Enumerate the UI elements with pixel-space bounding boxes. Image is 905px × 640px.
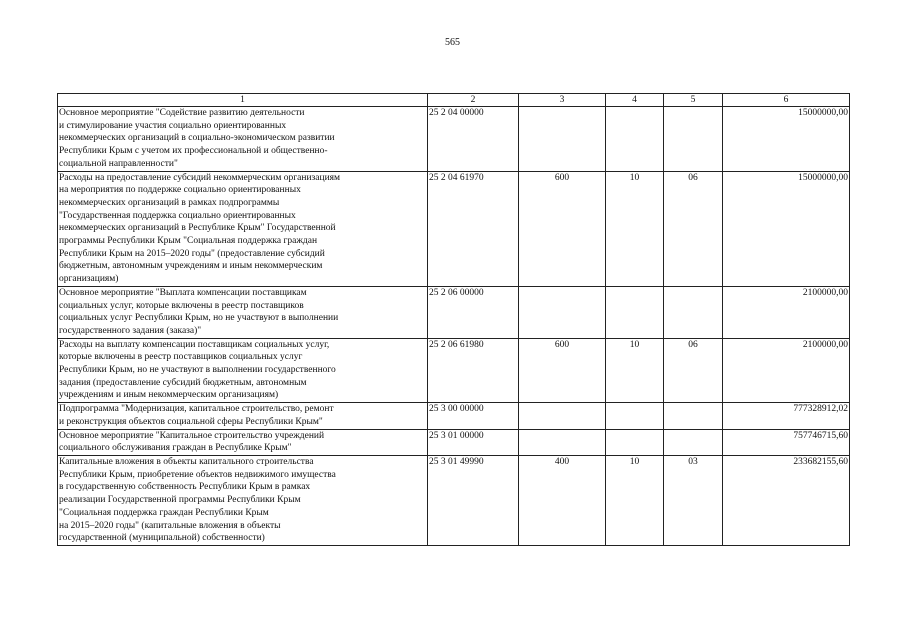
row-col4 [606,286,664,338]
column-header-4: 4 [606,94,664,107]
table-row [58,107,850,172]
column-header-2: 2 [428,94,519,107]
column-header-3: 3 [519,94,606,107]
row-col5: 06 [664,171,723,286]
row-col4: 10 [606,338,664,403]
row-col4 [606,107,664,172]
row-col3 [519,107,606,172]
row-amount: 15000000,00 [723,107,850,172]
page-number: 565 [445,37,460,48]
table-row [58,429,850,455]
column-header-5: 5 [664,94,723,107]
row-code: 25 3 01 49990 [428,455,519,545]
row-amount: 2100000,00 [723,338,850,403]
table-row [58,171,850,286]
row-amount: 777328912,02 [723,403,850,429]
row-col4: 10 [606,171,664,286]
row-amount: 15000000,00 [723,171,850,286]
row-col5: 03 [664,455,723,545]
column-header-1: 1 [58,94,428,107]
row-col5: 06 [664,338,723,403]
row-col5 [664,107,723,172]
row-col3: 600 [519,171,606,286]
row-amount: 2100000,00 [723,286,850,338]
table-row [58,338,850,403]
row-name: Основное мероприятие "Капитальное строительство учреждений социального обслуживания граждан в Республике Крым" [58,429,428,455]
row-code: 25 2 04 61970 [428,171,519,286]
row-col4: 10 [606,455,664,545]
row-name: Расходы на выплату компенсации поставщикам социальных услуг, которые включены в реестр поставщиков социальных услуг Республики Крым, но не участвуют в выполнении государственного задания (предоставление субсидий бюджетным, автономным учреждениям и иным некоммерческим организациям) [58,338,428,403]
budget-table [57,93,850,546]
row-code: 25 2 06 00000 [428,286,519,338]
row-code: 25 3 01 00000 [428,429,519,455]
table-row [58,286,850,338]
row-col5 [664,286,723,338]
row-col4 [606,403,664,429]
row-name: Основное мероприятие "Выплата компенсации поставщикам социальных услуг, которые включены в реестр поставщиков социальных услуг Республики Крым, но не участвуют в выполнении государственного задания (заказа)" [58,286,428,338]
row-name: Капитальные вложения в объекты капитального строительства Республики Крым, приобретение объектов недвижимого имущества в государственную собственность Республики Крым в рамках реализации Государственной программы Республики Крым "Социальная поддержка граждан Республики Крым на 2015–2020 годы" (капитальные вложения в объекты государственной (муниципальной) собственности) [58,455,428,545]
column-header-6: 6 [723,94,850,107]
row-col4 [606,429,664,455]
row-col5 [664,403,723,429]
table-row [58,455,850,545]
row-code: 25 2 04 00000 [428,107,519,172]
row-amount: 757746715,60 [723,429,850,455]
row-col3 [519,403,606,429]
row-amount: 233682155,60 [723,455,850,545]
header-row [58,94,850,107]
row-col5 [664,429,723,455]
row-col3: 400 [519,455,606,545]
row-code: 25 2 06 61980 [428,338,519,403]
row-col3 [519,286,606,338]
row-name: Основное мероприятие "Содействие развитию деятельности и стимулирование участия социально ориентированных некоммерческих организаций в социально-экономическом развитии Республики Крым с учетом их профессиональной и общественно- социальной направленности" [58,107,428,172]
table-row [58,403,850,429]
row-col3: 600 [519,338,606,403]
row-name: Подпрограмма "Модернизация, капитальное строительство, ремонт и реконструкция объектов социальной сферы Республики Крым" [58,403,428,429]
row-code: 25 3 00 00000 [428,403,519,429]
row-col3 [519,429,606,455]
row-name: Расходы на предоставление субсидий некоммерческим организациям на мероприятия по поддержке социально ориентированных некоммерческих организаций в рамках подпрограммы "Государственная поддержка социально ориентированных некоммерческих организаций в Республике Крым" Государственной программы Республики Крым "Социальная поддержка граждан Республики Крым на 2015–2020 годы" (предоставление субсидий бюджетным, автономным учреждениям и иным некоммерческим организациям) [58,171,428,286]
